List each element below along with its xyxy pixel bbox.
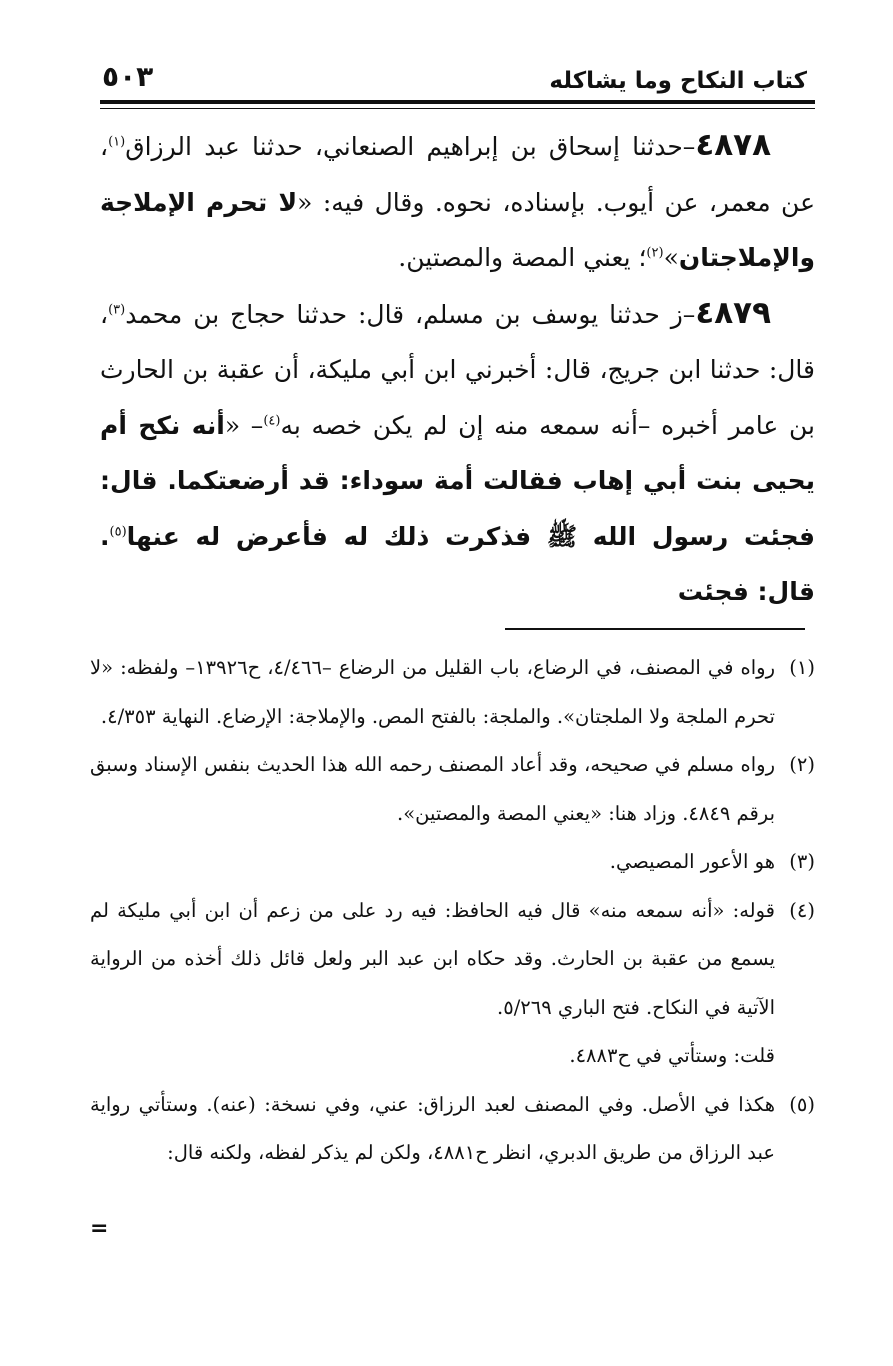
hadith-end: ؛ يعني المصة والمصتين. <box>398 243 647 272</box>
footnote-ref[interactable]: (٤) <box>263 413 281 429</box>
footnote-5 <box>90 1081 815 1178</box>
page-number: ٥٠٣ <box>102 60 154 93</box>
footnote-label: (٢) <box>789 753 815 776</box>
footnote-4 <box>90 887 815 1081</box>
header-rule-thick <box>100 100 815 104</box>
footnotes <box>90 644 815 1178</box>
hadith-quote: أنه نكح أم يحيى بنت أبي إهاب فقالت أمة سوداء: قد أرضعتكما. قال: فجئت رسول الله ﷺ فذكرت ذلك له فأعرض له عنها <box>100 410 815 551</box>
footnote-text: رواه مسلم في صحيحه، وقد أعاد المصنف رحمه الله هذا الحديث بنفس الإسناد وسبق برقم ٤٨٤٩. وزاد هنا: «يعني المصة والمصتين». <box>90 753 775 825</box>
footnote-text: قوله: «أنه سمعه منه» قال فيه الحافظ: فيه رد على من زعم أن ابن أبي مليكة لم يسمع من عقبة بن الحارث. وقد حكاه ابن عبد البر ولعل قائل ذلك أخذه من الرواية الآتية في النكاح. فتح الباري ٥/٢٦٩. <box>90 898 775 1019</box>
hadith-dash: – « <box>224 410 264 440</box>
hadith-quote: لا تحرم الإملاجة والإملاجتان <box>100 187 815 272</box>
chapter-title: كتاب النكاح وما يشاكله <box>549 68 807 94</box>
footnote-label: (١) <box>789 656 815 679</box>
hadith-opening: –ز حدثنا يوسف بن مسلم، قال: حدثنا حجاج بن محمد <box>125 299 696 329</box>
footnote-text: هو الأعور المصيصي. <box>609 850 775 873</box>
running-header <box>100 60 815 100</box>
footnote-ref[interactable]: (٣) <box>108 302 126 318</box>
footnote-1 <box>90 644 815 741</box>
hadith-middle: ، عن معمر، عن أيوب. بإسناده، نحوه. وقال فيه: « <box>100 132 815 217</box>
hadith-number: ٤٨٧٨ <box>695 127 771 163</box>
hadith-paragraph-4879 <box>100 286 815 620</box>
hadith-paragraph-4878 <box>100 118 815 286</box>
footnote-label: (٣) <box>789 850 815 873</box>
footnote-3 <box>90 838 815 887</box>
hadith-close-quote: » <box>663 243 679 272</box>
footnote-ref[interactable]: (٥) <box>109 524 127 540</box>
footnote-text: هكذا في الأصل. وفي المصنف لعبد الرزاق: عني، وفي نسخة: (عنه). وستأتي رواية عبد الرزاق من طريق الدبري، انظر ح٤٨٨١، ولكن لم يذكر لفظه، ولكنه قال: <box>90 1092 775 1164</box>
main-text <box>100 118 815 620</box>
footnote-label: (٥) <box>789 1092 815 1116</box>
footnote-separator <box>505 628 805 630</box>
header-rule-thin <box>100 108 815 109</box>
hadith-middle: ، قال: حدثنا ابن جريج، قال: أخبرني ابن أبي مليكة، أن عقبة بن الحارث بن عامر أخبره –أنه سمعه منه إن لم يكن خصه به <box>100 299 816 440</box>
footnote-text: رواه في المصنف، في الرضاع، باب القليل من الرضاع –٤/٤٦٦، ح١٣٩٢٦– ولفظه: «لا تحرم الملجة ولا الملجتان». والملجة: بالفتح المص. والإملاجة: الإرضاع. النهاية ٤/٣٥٣. <box>90 656 775 728</box>
continuation-mark: = <box>90 1216 109 1241</box>
hadith-number: ٤٨٧٩ <box>695 294 771 331</box>
footnote-ref[interactable]: (١) <box>108 134 126 150</box>
footnote-ref[interactable]: (٢) <box>646 245 664 261</box>
footnote-addendum: قلت: وستأتي في ح٤٨٨٣. <box>569 1044 775 1067</box>
footnote-2 <box>90 741 815 838</box>
hadith-opening: –حدثنا إسحاق بن إبراهيم الصنعاني، حدثنا عبد الرزاق <box>125 132 696 161</box>
footnote-label: (٤) <box>789 898 815 922</box>
hadith-quote-continued: . قال: فجئت <box>100 521 815 606</box>
